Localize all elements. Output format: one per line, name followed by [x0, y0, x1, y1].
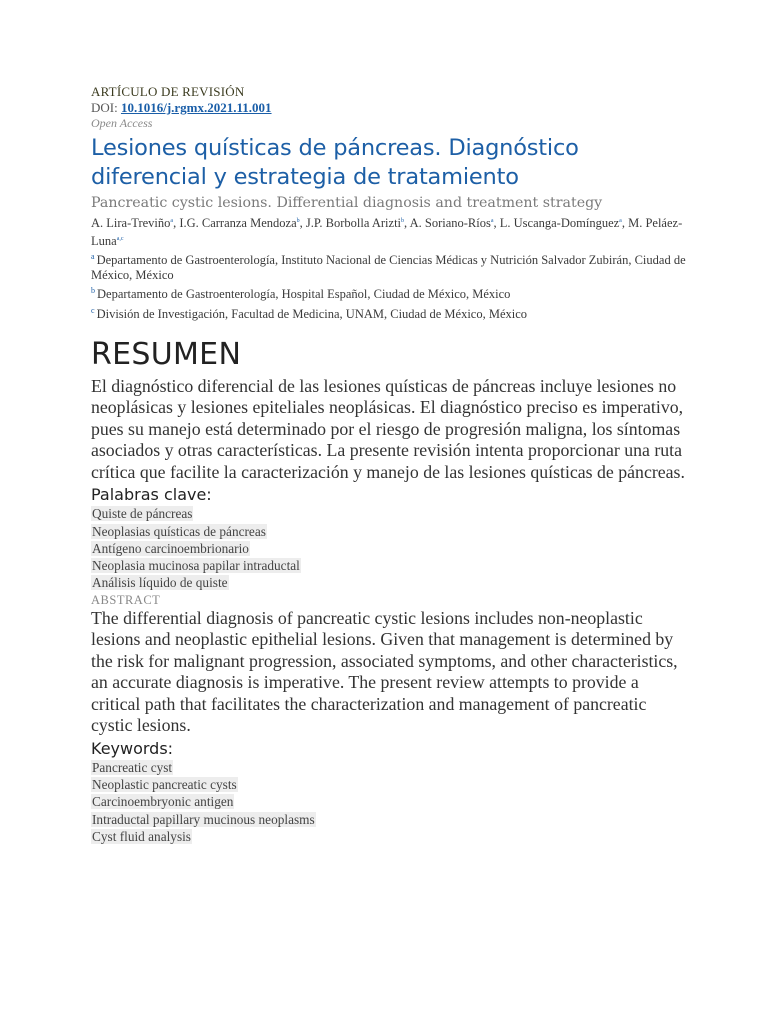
- article-subtitle: Pancreatic cystic lesions. Differential diagnosis and treatment strategy: [91, 195, 603, 211]
- affiliation-text: Departamento de Gastroenterología, Instituto Nacional de Ciencias Médicas y Nutrición Salvador Zubirán, Ciudad de México, México: [91, 253, 686, 283]
- keywords-heading: Keywords:: [91, 738, 174, 758]
- keyword-item[interactable]: Neoplasias quísticas de páncreas: [92, 523, 266, 539]
- keyword-item[interactable]: Intraductal papillary mucinous neoplasms: [92, 811, 315, 827]
- affiliation-text: Departamento de Gastroenterología, Hospital Español, Ciudad de México, México: [97, 287, 511, 302]
- doi-line: [91, 100, 691, 116]
- open-access-label: Open Access: [91, 116, 153, 130]
- keyword-item[interactable]: Neoplastic pancreatic cysts: [92, 777, 237, 793]
- author[interactable]: I.G. Carranza Mendoza$^b$: [179, 216, 300, 231]
- affiliation-mark: b: [91, 286, 95, 296]
- resumen-heading: RESUMEN: [91, 336, 242, 372]
- author[interactable]: L. Uscanga-Domínguez$^a$: [499, 216, 622, 231]
- affiliation-mark: c: [91, 305, 95, 315]
- author[interactable]: M. Peláez-Luna$^{a,c}$: [91, 216, 683, 249]
- affiliation: [91, 249, 691, 283]
- resumen-text: El diagnóstico diferencial de las lesiones quísticas de páncreas incluye lesiones no neoplásicas y lesiones epiteliales neoplásicas. El diagnóstico preciso es imperativo, pues su manejo está determinado por el riesgo de progresión maligna, los síntomas asociados y otras características. La presente revisión intenta proporcionar una ruta crítica que facilite la caracterización y manejo de las lesiones quísticas de páncreas.: [91, 375, 685, 482]
- keyword-item[interactable]: Neoplasia mucinosa papilar intraductal: [92, 558, 300, 574]
- author[interactable]: A. Soriano-Ríos$^a$: [409, 216, 494, 231]
- affiliation-mark: a: [91, 252, 95, 262]
- abstract-text: The differential diagnosis of pancreatic cystic lesions includes non-neoplastic lesions and neoplastic epithelial lesions. Given that management is determined by the risk for malignant progression, associated symptoms, and other characteristics, an accurate diagnosis is imperative. The present review attempts to provide a critical path that facilitates the characterization and management of pancreatic cystic lesions.: [91, 607, 678, 736]
- doi-link[interactable]: 10.1016/j.rgmx.2021.11.001: [120, 100, 272, 115]
- palabras-clave-heading: Palabras clave:: [91, 485, 212, 505]
- keyword-item[interactable]: Cyst fluid analysis: [92, 828, 191, 844]
- keywords-list: [91, 759, 691, 845]
- affiliation-text: División de Investigación, Facultad de Medicina, UNAM, Ciudad de México, México: [96, 306, 528, 321]
- abstract-label: ABSTRACT: [91, 592, 161, 607]
- author-list: A. Lira-Treviño$^a$, I.G. Carranza Mendoza$^b$, J.P. Borbolla Arizti$^b$, A. Soriano-Ríos$^a$, L. Uscanga-Domínguez$^a$, M. Peláez-Luna$^{a,c}$: [91, 216, 683, 249]
- author[interactable]: A. Lira-Treviño$^a$: [91, 216, 174, 231]
- keyword-item[interactable]: Pancreatic cyst: [92, 759, 173, 775]
- article-title: Lesiones quísticas de páncreas. Diagnóstico diferencial y estrategia de tratamiento: [91, 135, 579, 190]
- author[interactable]: J.P. Borbolla Arizti$^b$: [305, 216, 405, 231]
- section-type-label: ARTÍCULO DE REVISIÓN: [91, 84, 245, 99]
- affiliation: [91, 303, 691, 322]
- keyword-item[interactable]: Antígeno carcinoembrionario: [92, 540, 249, 556]
- keyword-item[interactable]: Análisis líquido de quiste: [92, 575, 228, 591]
- keyword-item[interactable]: Quiste de páncreas: [92, 506, 193, 522]
- palabras-clave-list: [91, 505, 691, 591]
- keyword-item[interactable]: Carcinoembryonic antigen: [92, 794, 234, 810]
- affiliation: [91, 283, 691, 302]
- article-page: [91, 84, 691, 845]
- doi-label: DOI:: [91, 100, 118, 115]
